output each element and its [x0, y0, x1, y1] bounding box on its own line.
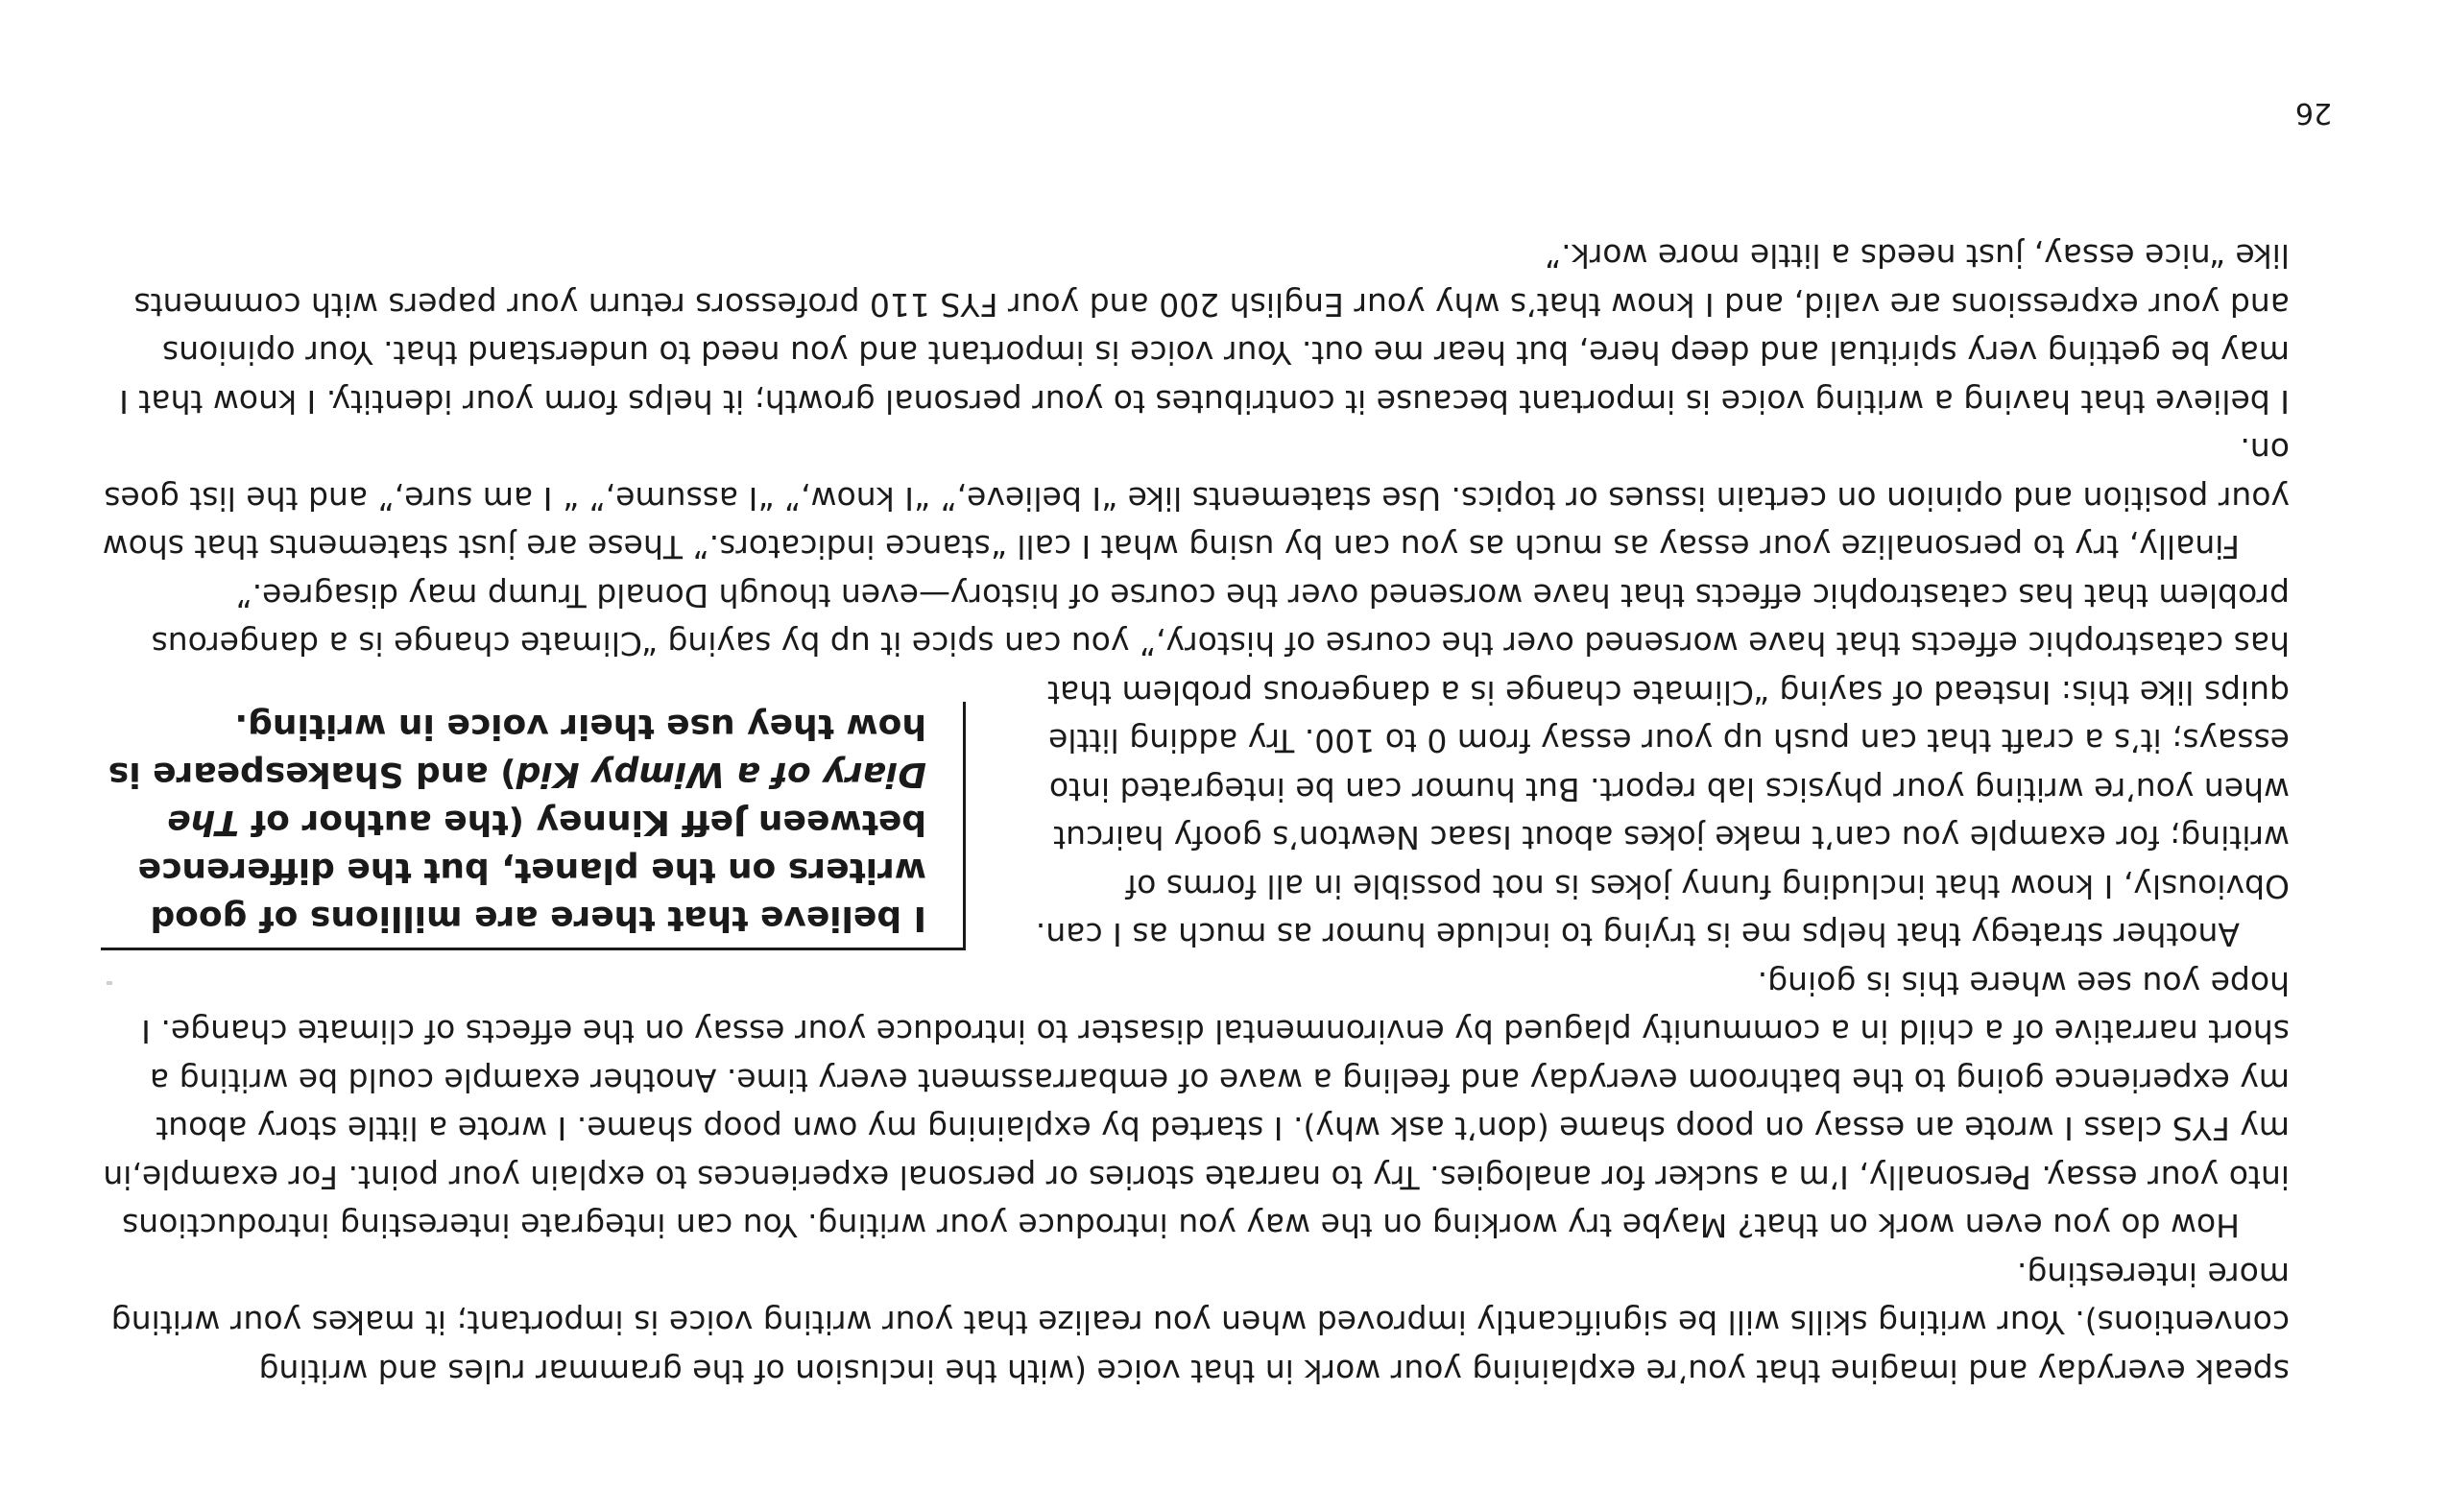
- pull-quote-text-end: ) and Shakespeare is how they use their voice in writing.: [108, 707, 926, 795]
- pull-quote: [101, 703, 966, 951]
- body-text: [101, 231, 2290, 1395]
- paragraph-continued: speak everyday and imagine that you’re explaining your work in that voice (with the inclusion of the grammar rules and writing conventions). Your writing skills will be significantly improved when you realize that your writing voice is important; it makes your writing more interesting.: [110, 1256, 2290, 1390]
- page-number: 26: [2294, 96, 2333, 130]
- paragraph-introductions: How do you even work on that? Maybe try working on the way you introduce your writing. You can integrate interesting introductions into your essay. Personally, I’m a sucker for analogies. Try to narrate stories or personal experiences to explain your point. For example,in my FYS class I wrote an essay on poop shame (don’t ask why). I started by explaining my own poop shame. I wrote a little story about my experience going to the bathroom everyday and feeling a wave of embarrassment every time. Another example could be writing a short narrative of a child in a community plagued by environmental disaster to introduce your essay on the effects of climate change. I hope you see where this is going.: [103, 965, 2290, 1245]
- pull-quote-book-title: The Diary of a Wimpy Kid: [167, 755, 926, 843]
- paragraph-conclusion: I believe that having a writing voice is important because it contributes to your personal growth; it helps form your identity. I know that I may be getting very spiritual and deep here, but hear me out. Your voice is important and you need to understand that. Your opinions and your expressions are valid, and I know that’s why your English 200 and your FYS 110 professors return your papers with comments like “nice essay, just needs a little more work.”: [119, 237, 2290, 420]
- paragraph-stance-indicators: Finally, try to personalize your essay as much as you can by using what I call “stance indicators.” These are just statements that show your position and opinion on certain issues or topics. Use statements like “I believe,” “I know,” “I assume,” “ I am sure,” and the list goes on.: [102, 431, 2290, 566]
- pull-quote-text-start: I believe that there are millions of good writers on the planet, but the difference between Jeff Kinney (the author of: [137, 803, 926, 939]
- paragraph-humor: Another strategy that helps me is trying to include humor as much as I can. Obviously, I know that including funny jokes is not possible in all forms of writing; for example you can’t make jokes about Isaac Newton’s goofy haircut when you’re writing your physics lab report. But humor can be integrated into essays; it’s a craft that can push up your essay from 0 to 100. Try adding little quips like this: Instead of saying “Climate change is a dangerous problem that has catastrophic effects that have worsened over the course of history,” you can spice it up by saying “Climate change is a dangerous problem that has catastrophic effects that have worsened over the course of history—even though Donald Trump may disagree.”: [151, 577, 2290, 954]
- margin-mark: [107, 981, 112, 985]
